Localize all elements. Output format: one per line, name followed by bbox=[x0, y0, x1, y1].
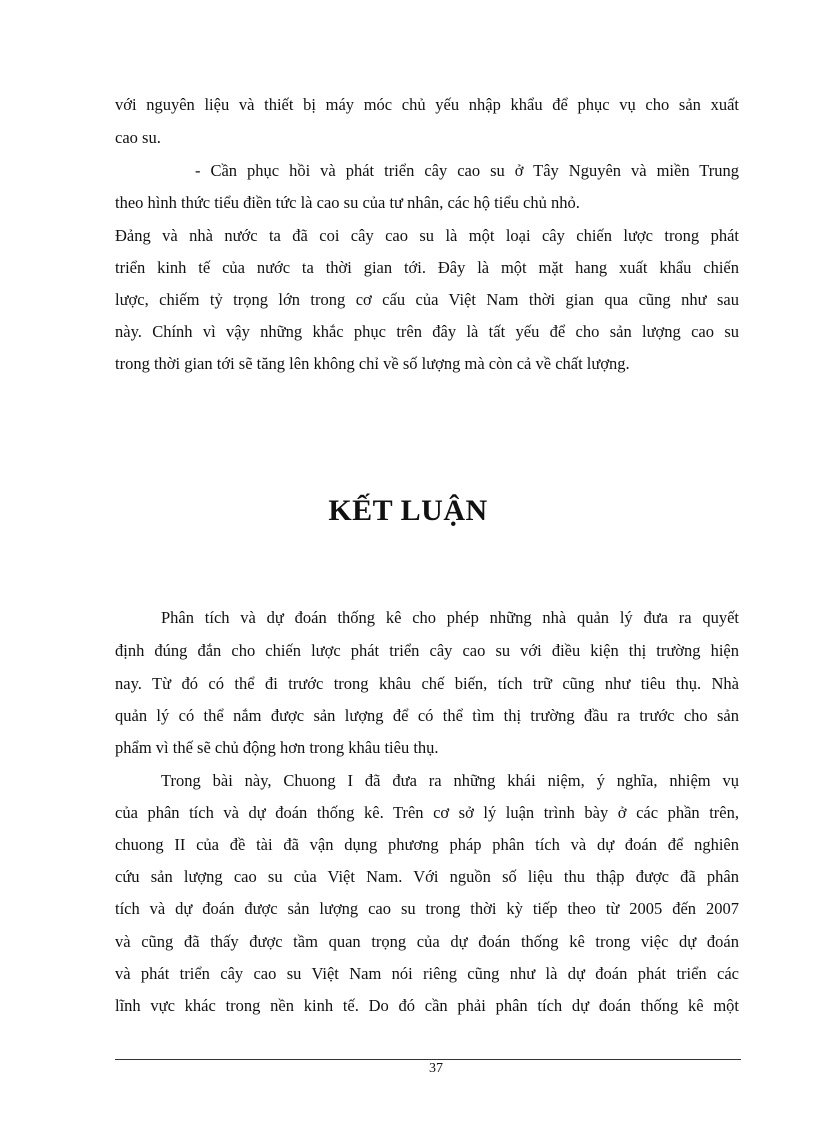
body-line: lược, chiếm tỷ trọng lớn trong cơ cấu của Việt Nam thời gian qua cũng như sau bbox=[115, 290, 739, 309]
body-line: trong thời gian tới sẽ tăng lên không chỉ về số lượng mà còn cả về chất lượng. bbox=[115, 354, 630, 373]
conclusion-line: của phân tích và dự đoán thống kê. Trên cơ sở lý luận trình bày ở các phần trên, bbox=[115, 803, 739, 822]
conclusion-line: và cũng đã thấy được tầm quan trọng của dự đoán thống kê trong việc dự đoán bbox=[115, 932, 739, 951]
conclusion-line: phẩm vì thế sẽ chủ động hơn trong khâu tiêu thụ. bbox=[115, 738, 439, 757]
body-line: với nguyên liệu và thiết bị máy móc chủ yếu nhập khẩu để phục vụ cho sản xuất bbox=[115, 95, 739, 114]
conclusion-line: Phân tích và dự đoán thống kê cho phép những nhà quản lý đưa ra quyết bbox=[161, 608, 739, 627]
conclusion-line: và phát triển cây cao su Việt Nam nói riêng cũng như là dự đoán phát triển các bbox=[115, 964, 739, 983]
conclusion-line: nay. Từ đó có thể đi trước trong khâu chế biến, tích trữ cũng như tiêu thụ. Nhà bbox=[115, 674, 739, 693]
body-line: - Cần phục hồi và phát triển cây cao su ở Tây Nguyên và miền Trung bbox=[195, 161, 739, 180]
conclusion-line: cứu sản lượng cao su của Việt Nam. Với nguồn số liệu thu thập được đã phân bbox=[115, 867, 739, 886]
conclusion-line: lĩnh vực khác trong nền kinh tế. Do đó cần phải phân tích dự đoán thống kê một bbox=[115, 996, 739, 1015]
conclusion-line: định đúng đắn cho chiến lược phát triển cây cao su với điều kiện thị trường hiện bbox=[115, 641, 739, 660]
conclusion-line: chuong II của đề tài đã vận dụng phương pháp phân tích và dự đoán để nghiên bbox=[115, 835, 739, 854]
page-number: 37 bbox=[429, 1061, 443, 1076]
section-heading: KẾT LUẬN bbox=[328, 494, 488, 527]
footer-divider bbox=[115, 1059, 741, 1060]
body-line: Đảng và nhà nước ta đã coi cây cao su là một loại cây chiến lược trong phát bbox=[115, 226, 739, 245]
body-line: cao su. bbox=[115, 128, 161, 147]
body-line: này. Chính vì vậy những khắc phục trên đây là tất yếu để cho sản lượng cao su bbox=[115, 322, 739, 341]
conclusion-line: quản lý có thể nắm được sản lượng để có thể tìm thị trường đầu ra trước cho sản bbox=[115, 706, 739, 725]
conclusion-line: tích và dự đoán được sản lượng cao su trong thời kỳ tiếp theo từ 2005 đến 2007 bbox=[115, 899, 739, 918]
conclusion-line: Trong bài này, Chuong I đã đưa ra những khái niệm, ý nghĩa, nhiệm vụ bbox=[161, 771, 739, 790]
body-line: triển kinh tế của nước ta thời gian tới. Đây là một mặt hang xuất khẩu chiến bbox=[115, 258, 739, 277]
body-line: theo hình thức tiểu điền tức là cao su của tư nhân, các hộ tiểu chủ nhỏ. bbox=[115, 193, 580, 212]
